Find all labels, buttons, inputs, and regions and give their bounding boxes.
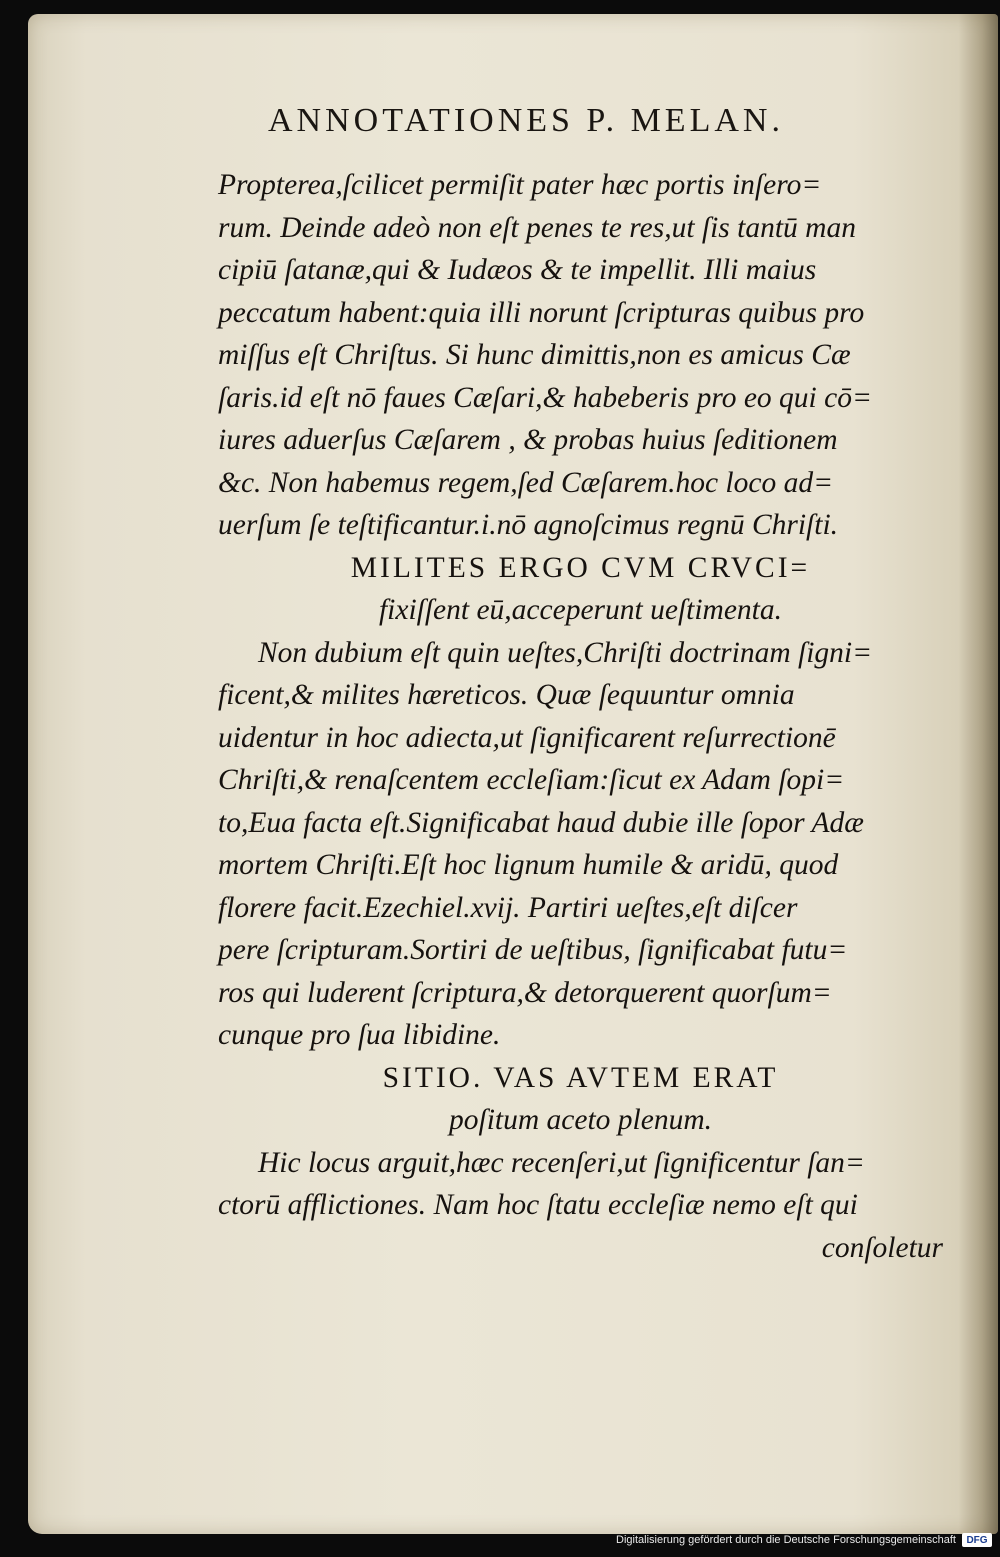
text-line: ſaris.id eſt nō faues Cæſari,& habeberis pro eo qui cō= <box>218 381 872 414</box>
text-line: florere facit.Ezechiel.xvij. Partiri ueſtes,eſt diſcer <box>218 891 798 924</box>
text-line: uidentur in hoc adiecta,ut ſignificarent reſurrectionē <box>218 721 836 754</box>
text-line: pere ſcripturam.Sortiri de ueſtibus, ſignificabat futu= <box>218 934 848 966</box>
text-line: ros qui luderent ſcriptura,& detorquerent quorſum= <box>218 976 832 1009</box>
section-heading: MILITES ERGO CVM CRVCI= <box>350 551 811 584</box>
section-heading-continuation: poſitum aceto plenum. <box>449 1104 712 1136</box>
text-line: Chriſti,& renaſcentem eccleſiam:ſicut ex Adam ſopi= <box>218 764 845 796</box>
running-header: ANNOTATIONES P. MELAN. <box>268 102 784 139</box>
book-page <box>28 14 998 1534</box>
text-line: cipiū ſatanæ,qui & Iudæos & te impellit. Illi maius <box>218 254 817 286</box>
text-line: to,Eua facta eſt.Significabat haud dubie ille ſopor Adæ <box>218 806 864 839</box>
text-line: ctorū afflictiones. Nam hoc ſtatu eccleſiæ nemo eſt qui <box>218 1189 858 1221</box>
text-line: miſſus eſt Chriſtus. Si hunc dimittis,non es amicus Cæ <box>218 339 851 371</box>
section-heading-continuation: fixiſſent eū,acceperunt ueſtimenta. <box>378 594 783 626</box>
text-line: ficent,& milites hæreticos. Quæ ſequuntur omnia <box>218 679 795 711</box>
text-line: &c. Non habemus regem,ſed Cæſarem.hoc loco ad= <box>218 466 834 499</box>
page-edge-shadow <box>958 14 998 1534</box>
text-line: rum. Deinde adeò non eſt penes te res,ut ſis tantū man <box>218 211 856 244</box>
dfg-logo: DFG <box>962 1533 992 1547</box>
text-line: Propterea,ſcilicet permiſit pater hæc portis inſero= <box>218 169 822 201</box>
text-line: cunque pro ſua libidine. <box>218 1019 501 1051</box>
page-text-block <box>218 164 943 1269</box>
text-line: peccatum habent:quia illi norunt ſcripturas quibus pro <box>218 296 865 329</box>
text-line: iures aduerſus Cæſarem , & probas huius ſeditionem <box>218 424 838 456</box>
text-line: uerſum ſe teſtificantur.i.nō agnoſcimus regnū Chriſti. <box>218 509 839 541</box>
footer-credit <box>616 1533 992 1547</box>
catchword: conſoletur <box>821 1231 943 1264</box>
text-line: mortem Chriſti.Eſt hoc lignum humile & aridū, quod <box>218 849 839 881</box>
text-line: Non dubium eſt quin ueſtes,Chriſti doctrinam ſigni= <box>258 636 872 669</box>
footer-text: Digitalisierung gefördert durch die Deutsche Forschungsgemeinschaft <box>616 1534 956 1546</box>
text-line: Hic locus arguit,hæc recenſeri,ut ſignificentur ſan= <box>258 1146 865 1179</box>
section-heading: SITIO. VAS AVTEM ERAT <box>382 1061 779 1094</box>
